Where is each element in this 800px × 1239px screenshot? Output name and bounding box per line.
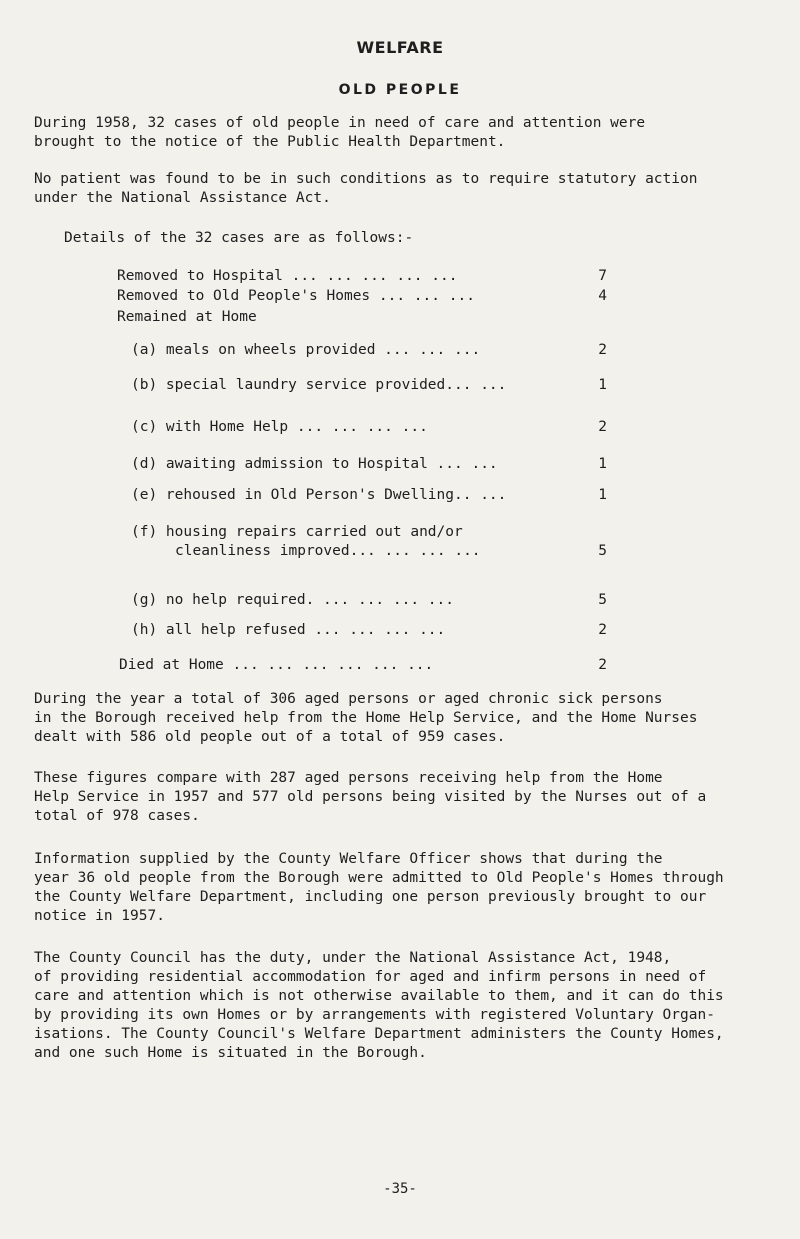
detail-value: 7 xyxy=(598,268,607,284)
detail-value: 1 xyxy=(598,487,607,503)
detail-label: (b) special laundry service provided... ... xyxy=(131,377,507,393)
detail-label: cleanliness improved... ... ... ... xyxy=(175,543,481,559)
detail-label: Remained at Home xyxy=(117,309,257,325)
detail-value: 2 xyxy=(598,622,607,638)
detail-label: Removed to Old People's Homes ... ... ... xyxy=(117,288,475,304)
detail-value: 2 xyxy=(598,419,607,435)
detail-label: Removed to Hospital ... ... ... ... ... xyxy=(117,268,458,284)
detail-value: 1 xyxy=(598,377,607,393)
section-subtitle: OLD PEOPLE xyxy=(338,82,462,98)
detail-label: (a) meals on wheels provided ... ... ... xyxy=(131,342,481,358)
detail-value: 5 xyxy=(598,592,607,608)
detail-value: 5 xyxy=(598,543,607,559)
detail-label: (g) no help required. ... ... ... ... xyxy=(131,592,455,608)
detail-value: 2 xyxy=(598,657,607,673)
page-title: WELFARE xyxy=(356,38,444,57)
detail-label: (f) housing repairs carried out and/or xyxy=(131,524,463,540)
detail-label: (e) rehoused in Old Person's Dwelling.. ... xyxy=(131,487,507,503)
paragraph-welfare-officer: Information supplied by the County Welfare Officer shows that during the year 36 old people from the Borough were admitted to Old People's Homes through the County Welfare Department, including one person previously brought to our notice in 1957. xyxy=(34,851,724,924)
detail-label: Died at Home ... ... ... ... ... ... xyxy=(119,657,434,673)
paragraph-statutory: No patient was found to be in such conditions as to require statutory action under the National Assistance Act. xyxy=(34,171,698,206)
paragraph-home-help: During the year a total of 306 aged persons or aged chronic sick persons in the Borough received help from the Home Help Service, and the Home Nurses dealt with 586 old people out of a total of 959 cases. xyxy=(34,691,698,745)
paragraph-details-intro: Details of the 32 cases are as follows:- xyxy=(64,230,414,246)
detail-value: 1 xyxy=(598,456,607,472)
paragraph-county-council: The County Council has the duty, under the National Assistance Act, 1948, of providing residential accommodation for aged and infirm persons in need of care and attention which is not otherwise available to them, and it can do this by providing its own Homes or by arrangements with registered Voluntary Organ- isations. The County Council's Welfare Department administers the County Homes, and one such Home is situated in the Borough. xyxy=(34,950,724,1061)
detail-value: 4 xyxy=(598,288,607,304)
paragraph-intro: During 1958, 32 cases of old people in need of care and attention were brought to the notice of the Public Health Department. xyxy=(34,115,646,150)
detail-label: (h) all help refused ... ... ... ... xyxy=(131,622,446,638)
detail-value: 2 xyxy=(598,342,607,358)
detail-label: (c) with Home Help ... ... ... ... xyxy=(131,419,428,435)
detail-label: (d) awaiting admission to Hospital ... ... xyxy=(131,456,498,472)
paragraph-comparison: These figures compare with 287 aged persons receiving help from the Home Help Service in 1957 and 577 old persons being visited by the Nurses out of a total of 978 cases. xyxy=(34,770,707,824)
page-number: -35- xyxy=(383,1181,417,1197)
